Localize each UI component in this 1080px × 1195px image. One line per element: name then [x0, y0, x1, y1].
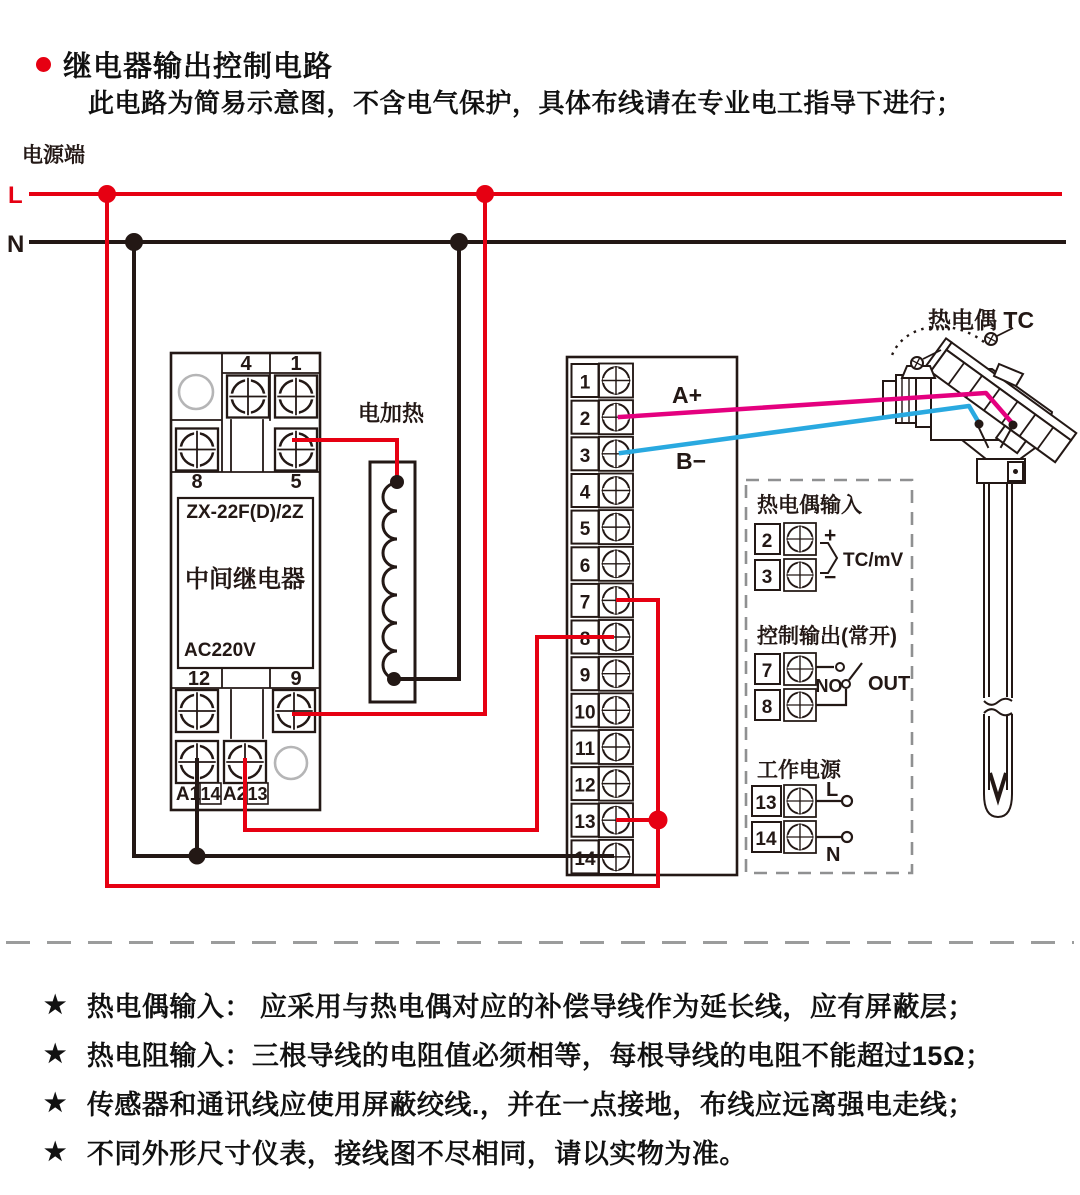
note-text-1: 热电偶输入： 应采用与热电偶对应的补偿导线作为延长线，应有屏蔽层； [86, 992, 975, 1022]
panel-pw-title: 工作电源 [757, 759, 841, 782]
panel-tc-plus: + [824, 524, 837, 547]
strip-num-9: 9 [579, 665, 591, 687]
panel-out-out-label: OUT [868, 673, 911, 695]
relay-mount-hole-bottom [275, 747, 307, 779]
thermocouple-tip-v-mark [990, 773, 1006, 799]
panel-out-terminal-7: 7 [761, 661, 773, 682]
panel-out-switch-blade [849, 663, 862, 680]
line-n-label: N [7, 231, 25, 258]
strip-num-7: 7 [579, 592, 591, 614]
star-icon: ★ [44, 1088, 67, 1117]
panel-out-no-label: NO [815, 676, 843, 696]
strip-num-14: 14 [574, 848, 596, 870]
panel-pw-l-node [842, 796, 852, 806]
panel-pw-n-label: N [826, 844, 841, 866]
relay-name: 中间继电器 [185, 566, 305, 593]
relay-terminal-a1: A1 [175, 784, 201, 805]
page-title: 继电器输出控制电路 [63, 51, 334, 83]
star-icon: ★ [44, 1039, 67, 1068]
mains-lines [7, 182, 1066, 258]
panel-pw-n-node [842, 832, 852, 842]
note-text-2: 热电阻输入：三根导线的电阻值必须相等，每根导线的电阻不能超过15Ω； [86, 1041, 993, 1071]
relay-terminal-9: 9 [290, 668, 302, 690]
thermocouple-probe-break [984, 699, 1012, 716]
panel-pw-terminal-14: 14 [755, 829, 777, 850]
line-l-label: L [8, 182, 23, 209]
star-icon: ★ [44, 1137, 67, 1166]
panel-tc-title: 热电偶输入 [757, 494, 862, 517]
terminal-strip [567, 357, 737, 875]
power-terminal-label: 电源端 [22, 144, 85, 167]
strip-num-3: 3 [579, 445, 591, 467]
relay-voltage: AC220V [184, 640, 256, 661]
relay-mount-hole-top [179, 375, 213, 409]
notes-section [44, 980, 1060, 1176]
thermocouple-probe-upper [984, 483, 1012, 698]
panel-out-title: 控制输出(常开) [757, 625, 897, 648]
page-subtitle: 此电路为简易示意图，不含电气保护，具体布线请在专业电工指导下进行； [88, 88, 963, 118]
strip-num-2: 2 [579, 409, 591, 431]
panel-tc-signal: TC/mV [843, 550, 904, 571]
strip-num-5: 5 [579, 519, 591, 541]
relay-terminal-13: 13 [247, 784, 268, 804]
relay-terminal-5: 5 [290, 471, 302, 493]
note-text-4: 不同外形尺寸仪表，接线图不尽相同，请以实物为准。 [86, 1139, 747, 1169]
panel-out-contact-bottom [842, 680, 850, 688]
note-text-3: 传感器和通讯线应使用屏蔽绞线.，并在一点接地，布线应远离强电走线； [86, 1090, 975, 1120]
panel-out-terminal-8: 8 [761, 697, 773, 718]
detail-panel [746, 480, 912, 873]
panel-out-contact-top [836, 663, 844, 671]
relay [171, 353, 320, 810]
note-line [44, 1029, 1060, 1078]
panel-tc-terminal-3: 3 [761, 567, 773, 588]
strip-label-a-plus: A+ [672, 382, 703, 408]
strip-num-11: 11 [574, 739, 596, 760]
strip-label-b-minus: B− [676, 448, 707, 474]
panel-pw-terminal-13: 13 [755, 793, 777, 814]
relay-model: ZX-22F(D)/2Z [186, 502, 304, 523]
strip-num-13: 13 [574, 812, 596, 834]
strip-num-8: 8 [579, 629, 591, 650]
relay-terminal-12: 12 [187, 668, 211, 690]
note-line [44, 1127, 1060, 1176]
note-line [44, 980, 1060, 1029]
panel-tc-terminal-2: 2 [761, 531, 773, 552]
heater-label: 电加热 [357, 401, 425, 426]
relay-terminal-14: 14 [200, 784, 221, 804]
relay-terminal-a2: A2 [222, 784, 248, 805]
strip-num-1: 1 [579, 372, 591, 394]
relay-terminal-4: 4 [240, 353, 252, 375]
heater [358, 401, 425, 702]
dashed-separator [6, 941, 1074, 944]
thermocouple-label: 热电偶 TC [928, 307, 1035, 333]
strip-num-6: 6 [579, 555, 591, 577]
note-line [44, 1078, 1060, 1127]
panel-pw-l-label: L [826, 779, 839, 801]
star-icon: ★ [44, 990, 67, 1019]
relay-terminal-8: 8 [191, 471, 203, 493]
relay-terminal-1: 1 [290, 353, 302, 375]
panel-tc-minus: − [824, 566, 837, 589]
strip-num-4: 4 [579, 482, 591, 504]
strip-num-10: 10 [574, 702, 596, 724]
strip-num-12: 12 [574, 775, 596, 797]
